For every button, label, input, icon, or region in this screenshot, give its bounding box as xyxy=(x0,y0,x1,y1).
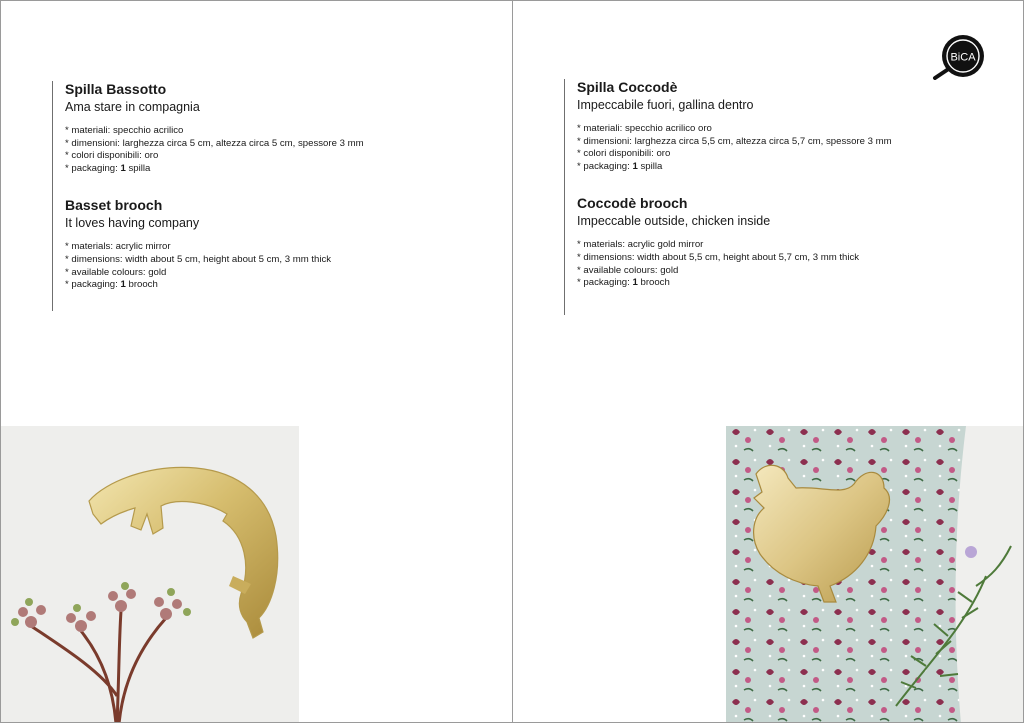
product-subtitle-en: It loves having company xyxy=(65,216,200,231)
section-english xyxy=(65,197,495,291)
spec-qty: 1 xyxy=(120,279,126,291)
spec-label: * packaging: xyxy=(65,162,121,174)
spec-item: * available colours: gold xyxy=(65,266,167,278)
bica-logo-icon xyxy=(931,34,987,80)
spec-item: * materiali: specchio acrilico xyxy=(65,125,184,136)
spec-item: * dimensions: width about 5 cm, height about 5 cm, 3 mm thick xyxy=(65,253,332,265)
product-info-bassotto xyxy=(52,81,495,311)
spec-item: * dimensioni: larghezza circa 5 cm, altezza circa 5 cm, spessore 3 mm xyxy=(65,137,364,149)
spec-item: * dimensions: width about 5,5 cm, height about 5,7 cm, 3 mm thick xyxy=(577,251,860,263)
spec-unit: spilla xyxy=(637,160,663,172)
product-title-en: Coccodè brooch xyxy=(577,195,688,212)
product-subtitle-en: Impeccable outside, chicken inside xyxy=(577,214,771,229)
spec-item: * colori disponibili: oro xyxy=(65,150,159,162)
spec-qty: 1 xyxy=(120,162,126,174)
section-italian xyxy=(65,81,495,175)
product-title-it: Spilla Coccodè xyxy=(577,79,678,95)
logo-text: BiCA xyxy=(950,51,976,64)
spec-list-it xyxy=(577,123,1017,173)
spec-unit: brooch xyxy=(125,279,158,291)
spec-item: * materiali: specchio acrilico oro xyxy=(577,123,712,134)
product-title-en: Basset brooch xyxy=(65,197,163,214)
section-english xyxy=(577,195,1017,289)
spec-list-en xyxy=(577,239,1017,289)
section-italian xyxy=(577,79,1017,173)
spec-label: * packaging: xyxy=(65,279,121,291)
flower-sprig-icon xyxy=(11,582,191,723)
spec-list-it xyxy=(65,125,495,175)
spec-item-packaging xyxy=(577,277,1017,290)
product-subtitle-it: Ama stare in compagnia xyxy=(65,100,200,114)
spec-item-packaging xyxy=(577,161,1017,174)
spec-list-en xyxy=(65,241,495,291)
spec-qty: 1 xyxy=(632,160,638,172)
spec-item: * colori disponibili: oro xyxy=(577,148,671,160)
spec-unit: brooch xyxy=(637,277,670,289)
product-title-it: Spilla Bassotto xyxy=(65,81,167,97)
product-subtitle-it: Impeccabile fuori, gallina dentro xyxy=(577,98,754,112)
spec-item-packaging xyxy=(65,279,495,292)
dachshund-brooch-photo xyxy=(1,426,299,723)
hen-brooch-photo xyxy=(726,426,1024,723)
spec-item-packaging xyxy=(65,163,495,176)
hen-brooch-icon xyxy=(726,426,1024,723)
bica-logo xyxy=(931,34,987,80)
dachshund-brooch-icon xyxy=(1,426,299,723)
flower-icon xyxy=(965,546,977,558)
spec-item: * materials: acrylic gold mirror xyxy=(577,239,704,251)
spec-item: * materials: acrylic mirror xyxy=(65,241,171,253)
spec-item: * available colours: gold xyxy=(577,264,679,276)
spec-unit: spilla xyxy=(125,162,151,174)
spec-label: * packaging: xyxy=(577,277,633,289)
spec-qty: 1 xyxy=(632,277,638,289)
spec-label: * packaging: xyxy=(577,160,633,172)
spec-item: * dimensioni: larghezza circa 5,5 cm, altezza circa 5,7 cm, spessore 3 mm xyxy=(577,135,892,147)
product-info-coccode xyxy=(564,79,1017,315)
right-page xyxy=(512,0,1024,723)
